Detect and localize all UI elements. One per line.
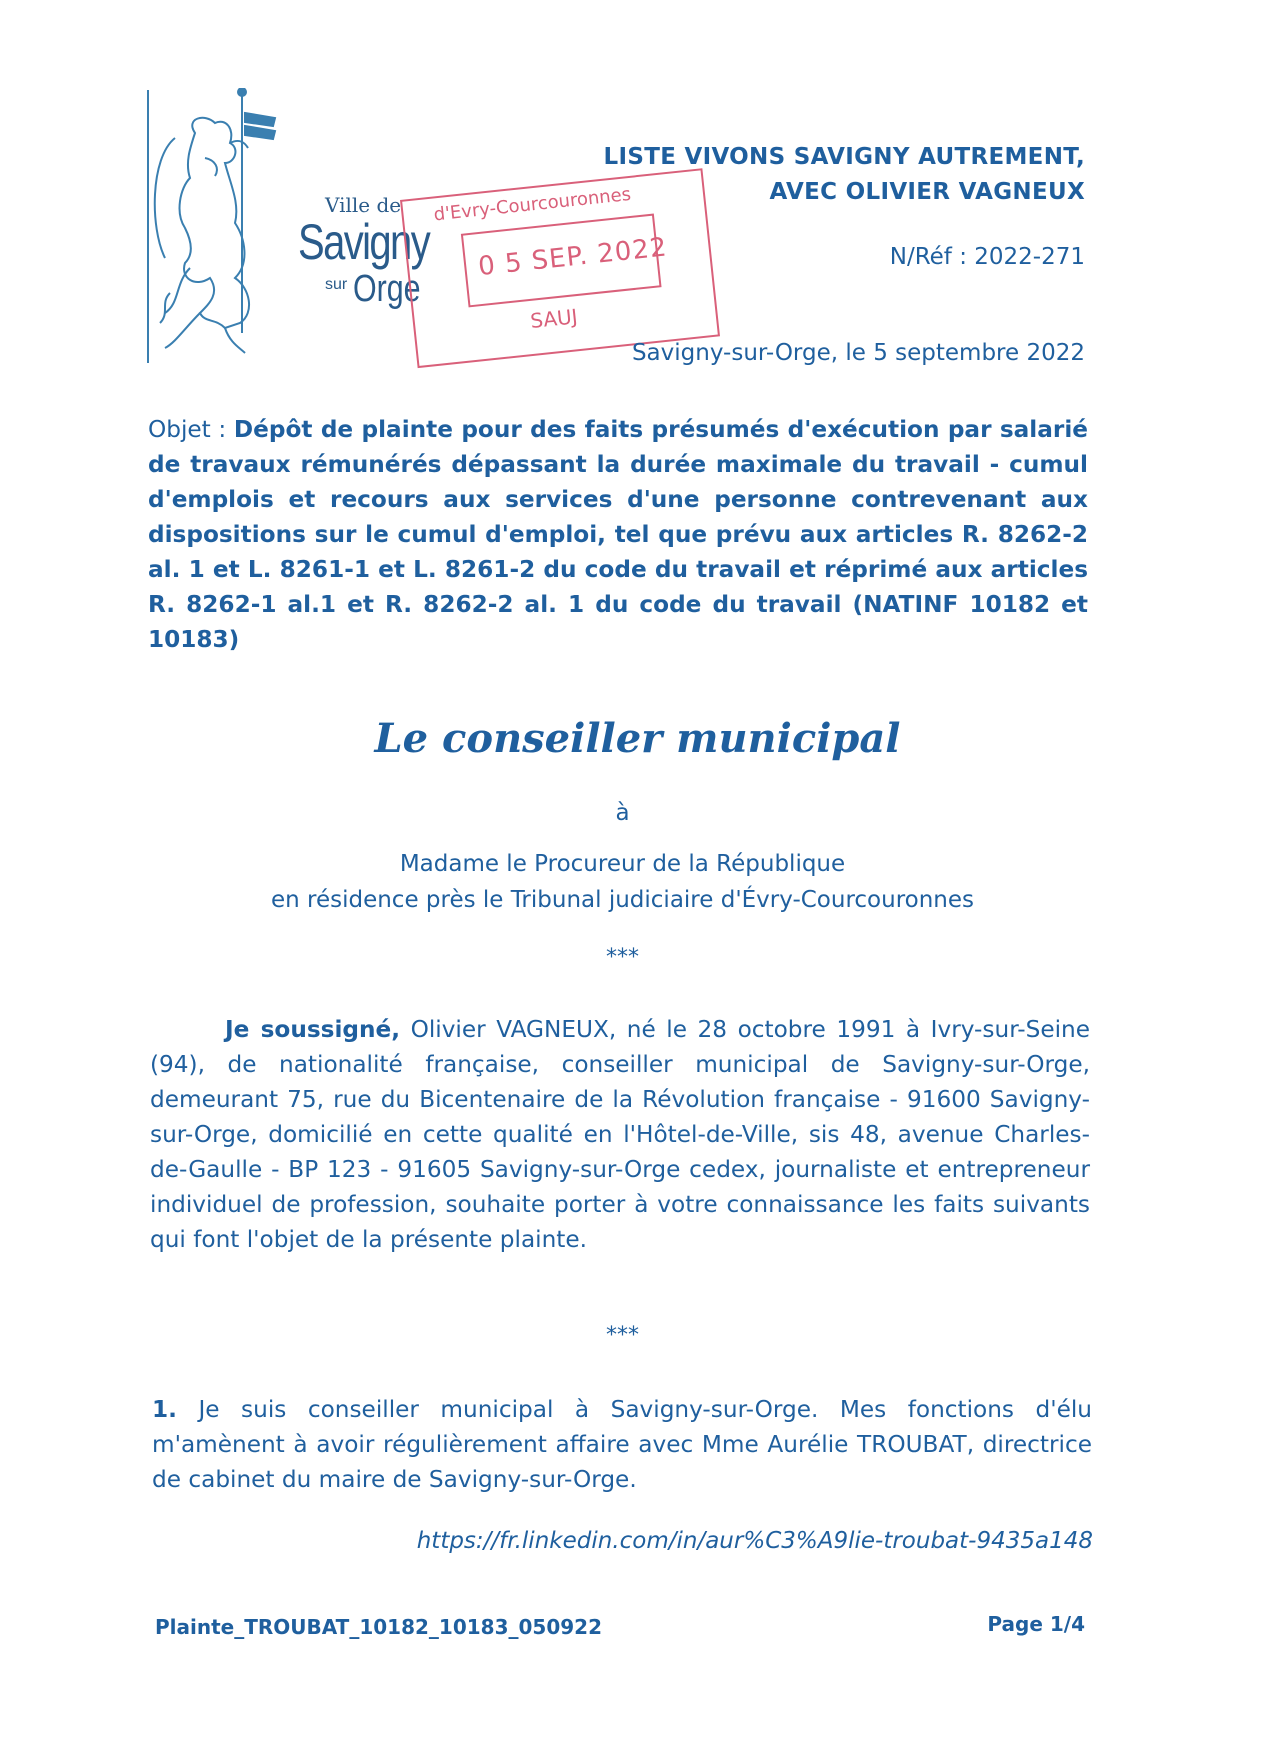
footer-page-number: Page 1/4 — [987, 1612, 1085, 1636]
linkedin-link[interactable]: https://fr.linkedin.com/in/aur%C3%A9lie-troubat-9435a148 — [416, 1528, 1093, 1554]
reception-stamp — [400, 168, 720, 368]
logo-ville-text: Ville de — [325, 193, 402, 217]
intro-text: Olivier VAGNEUX, né le 28 octobre 1991 à Ivry-sur-Seine (94), de nationalité française, conseiller municipal de Savigny-sur-Orge, demeurant 75, rue du Bicentenaire de la Révolution française - 91600 Savigny-sur-Orge, domicilié en cette qualité en l'Hôtel-de-Ville, sis 48, avenue Charles-de-Gaulle - BP 123 - 91605 Savigny-sur-Orge cedex, journaliste et entrepreneur individuel de profession, souhaite porter à votre connaissance les faits suivants qui font l'objet de la présente plainte. — [150, 1016, 1090, 1253]
subject-text: Dépôt de plainte pour des faits présumés d'exécution par salarié de travaux rémunérés dépassant la durée maximale du travail - cumul d'emplois et recours aux services d'une personne contrevenant aux dispositions sur le cumul d'emploi, tel que prévu aux articles R. 8262-2 al. 1 et L. 8261-1 et L. 8261-2 du code du travail et réprimé aux articles R. 8262-1 al.1 et R. 8262-2 al. 1 du code du travail (NATINF 10182 et 10183) — [148, 416, 1089, 653]
footer-filename: Plainte_TROUBAT_10182_10183_050922 — [155, 1615, 602, 1639]
stamp-title: d'Evry-Courcouronnes — [432, 183, 633, 226]
stamp-date: 0 5 SEP. 2022 — [476, 232, 669, 283]
logo-savigny-text: Savigny — [298, 214, 430, 270]
list-heading-line1: LISTE VIVONS SAVIGNY AUTREMENT, — [603, 144, 1085, 170]
reference-number: N/Réf : 2022-271 — [889, 244, 1085, 270]
list-heading-line2: AVEC OLIVIER VAGNEUX — [769, 179, 1085, 205]
recipient-line1: Madame le Procureur de la République — [399, 851, 846, 877]
subject-block — [148, 412, 1088, 657]
separator-2: *** — [606, 1323, 639, 1348]
logo-sur-text: sur — [325, 276, 348, 293]
stamp-date-box — [461, 214, 669, 308]
place-and-date: Savigny-sur-Orge, le 5 septembre 2022 — [631, 340, 1085, 366]
city-logo — [145, 88, 445, 368]
subject-label: Objet : — [148, 416, 234, 443]
paragraph-1-text: Je suis conseiller municipal à Savigny-sur-Orge. Mes fonctions d'élu m'amènent à avoir régulièrement affaire avec Mme Aurélie TROUBAT, directrice de cabinet du maire de Savigny-sur-Orge. — [152, 1396, 1092, 1493]
sender-title: Le conseiller municipal — [374, 715, 901, 762]
recipient-line2: en résidence près le Tribunal judiciaire d'Évry-Courcouronnes — [270, 887, 975, 913]
paragraph-1-number: 1. — [152, 1396, 177, 1423]
logo-orge-text: Orge — [353, 268, 421, 310]
paragraph-1 — [152, 1392, 1092, 1497]
recipient — [0, 846, 1245, 918]
intro-lead: Je soussigné, — [225, 1016, 401, 1043]
separator-1: *** — [606, 945, 639, 970]
intro-paragraph — [150, 1012, 1090, 1257]
to-preposition: à — [615, 800, 630, 826]
stamp-code: SAUJ — [529, 304, 579, 333]
